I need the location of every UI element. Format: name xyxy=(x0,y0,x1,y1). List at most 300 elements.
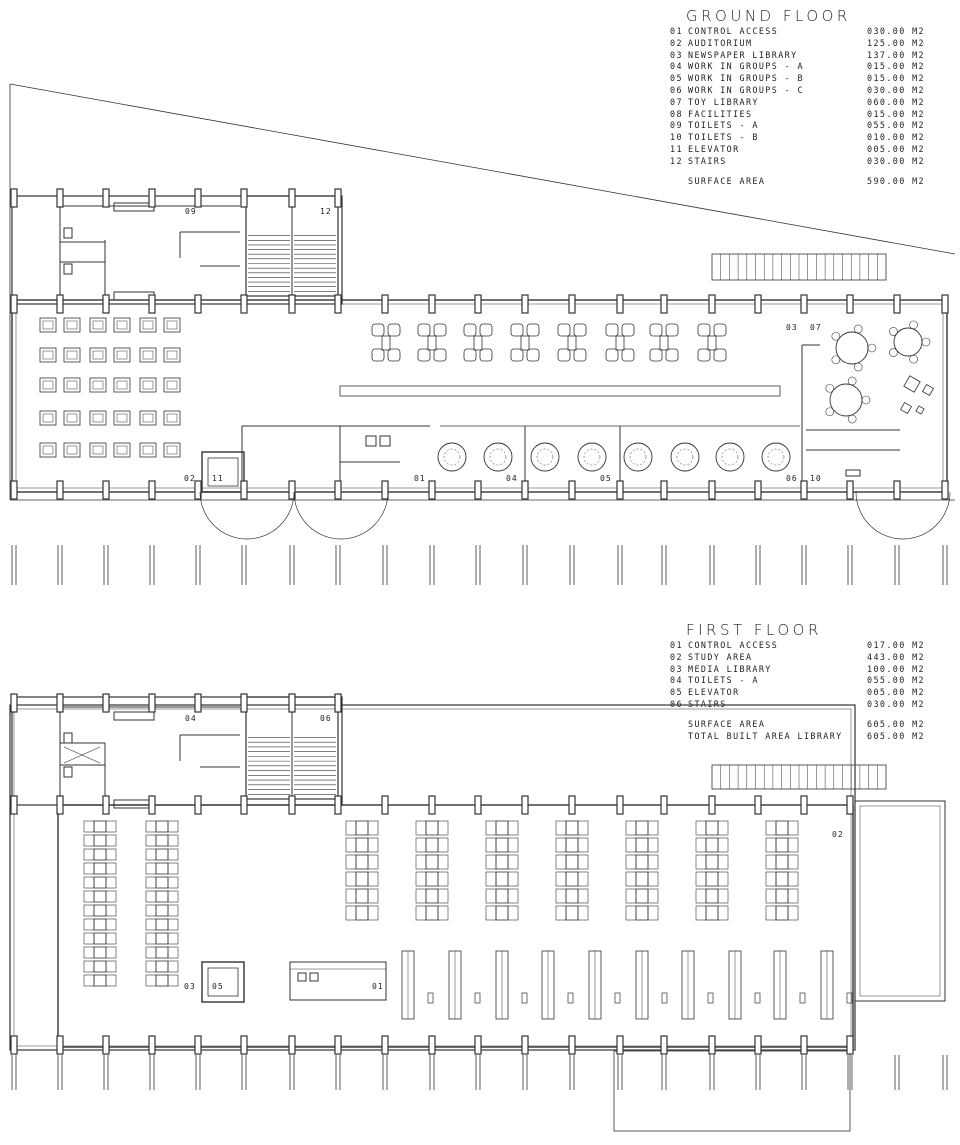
room-name: TOILETS - B xyxy=(688,132,759,143)
toy-chair xyxy=(832,332,840,340)
room-label: 06 xyxy=(786,474,798,483)
study-desk xyxy=(156,835,168,846)
toy-chair xyxy=(889,327,897,335)
chair xyxy=(606,324,618,336)
chair xyxy=(766,906,776,920)
room-label: 01 xyxy=(372,982,384,991)
chair xyxy=(84,905,94,916)
wc-fixture xyxy=(64,264,72,274)
seat-cushion xyxy=(167,381,177,389)
sink-counter xyxy=(114,292,154,300)
chair xyxy=(527,349,539,361)
columns xyxy=(11,189,948,499)
column xyxy=(241,189,247,207)
chair xyxy=(416,889,426,903)
table xyxy=(521,336,529,350)
chair xyxy=(788,838,798,852)
room-area: 015.00 M2 xyxy=(867,61,925,72)
chair xyxy=(388,324,400,336)
chair xyxy=(84,933,94,944)
column xyxy=(11,295,17,313)
wc-fixture xyxy=(64,733,72,743)
chair xyxy=(84,919,94,930)
column xyxy=(661,1036,667,1054)
desk-unit xyxy=(310,973,318,981)
room-label: 06 xyxy=(320,714,332,723)
chair xyxy=(84,891,94,902)
room-name: CONTROL ACCESS xyxy=(688,640,779,650)
auditorium-seat xyxy=(114,411,130,425)
chair xyxy=(696,906,706,920)
chair xyxy=(556,821,566,835)
desk-unit xyxy=(380,436,390,446)
chair xyxy=(648,906,658,920)
seat-cushion xyxy=(117,414,127,422)
chair xyxy=(626,855,636,869)
column xyxy=(241,694,247,712)
column xyxy=(11,694,17,712)
room-number: 12 xyxy=(670,155,683,166)
chair xyxy=(714,324,726,336)
chair xyxy=(648,855,658,869)
chair xyxy=(486,855,496,869)
column xyxy=(382,1036,388,1054)
study-desk xyxy=(156,961,168,972)
room-number: 03 xyxy=(670,663,683,674)
column xyxy=(942,481,948,499)
study-desk xyxy=(706,906,718,920)
column xyxy=(195,796,201,814)
column xyxy=(11,189,17,207)
table xyxy=(660,336,668,350)
sink-counter xyxy=(114,712,154,720)
sink-counter xyxy=(114,203,154,211)
chair xyxy=(106,821,116,832)
column xyxy=(382,481,388,499)
column xyxy=(11,481,17,499)
room-number: 09 xyxy=(670,120,683,131)
chair xyxy=(508,906,518,920)
study-desk xyxy=(94,863,106,874)
room-number: 11 xyxy=(670,143,683,154)
room-name: ELEVATOR xyxy=(688,687,740,698)
chair xyxy=(574,349,586,361)
room-label: 03 xyxy=(184,982,196,991)
study-desk xyxy=(496,838,508,852)
chair xyxy=(168,877,178,888)
chair xyxy=(146,947,156,958)
chair xyxy=(106,835,116,846)
seat-cushion xyxy=(143,414,153,422)
chair xyxy=(416,821,426,835)
chair xyxy=(788,872,798,886)
column xyxy=(755,295,761,313)
column xyxy=(475,481,481,499)
chair xyxy=(106,947,116,958)
study-desk xyxy=(426,906,438,920)
study-desk xyxy=(566,821,578,835)
seat-cushion xyxy=(167,414,177,422)
column xyxy=(382,796,388,814)
chair xyxy=(626,872,636,886)
chair xyxy=(346,821,356,835)
room-area: 030.00 M2 xyxy=(867,84,925,95)
chair xyxy=(84,821,94,832)
room-label: 09 xyxy=(185,207,197,216)
seat-cushion xyxy=(143,351,153,359)
chair xyxy=(788,855,798,869)
room-number: 03 xyxy=(670,49,683,60)
room-name: FACILITIES xyxy=(688,108,753,119)
chair xyxy=(416,906,426,920)
chair xyxy=(146,933,156,944)
room-area: 005.00 M2 xyxy=(867,143,925,154)
chair xyxy=(622,349,634,361)
study-desk xyxy=(156,863,168,874)
chair xyxy=(556,906,566,920)
auditorium-seat xyxy=(90,443,106,457)
chair xyxy=(508,855,518,869)
study-tables xyxy=(84,821,798,986)
chair xyxy=(578,906,588,920)
surface-value: 605.00 M2 xyxy=(867,718,925,729)
room-area: 015.00 M2 xyxy=(867,108,925,119)
toy-chair xyxy=(854,325,862,333)
media-post xyxy=(568,993,573,1003)
toy-table xyxy=(894,328,922,356)
auditorium-seat xyxy=(40,443,56,457)
chair xyxy=(464,349,476,361)
column xyxy=(755,1036,761,1054)
column xyxy=(661,481,667,499)
room-number: 02 xyxy=(670,37,683,48)
room-area: 137.00 M2 xyxy=(867,49,925,60)
chair xyxy=(648,838,658,852)
chair xyxy=(346,855,356,869)
chair xyxy=(368,855,378,869)
chair xyxy=(626,838,636,852)
newspaper-tables xyxy=(372,324,726,361)
chair xyxy=(106,933,116,944)
column xyxy=(195,189,201,207)
room-area: 055.00 M2 xyxy=(867,675,925,686)
column xyxy=(103,1036,109,1054)
chair xyxy=(346,872,356,886)
round-table-inner xyxy=(677,449,693,465)
ground-floor-title: GROUND FLOOR xyxy=(686,7,851,25)
chair xyxy=(486,906,496,920)
column xyxy=(429,796,435,814)
chair xyxy=(486,821,496,835)
chair xyxy=(368,889,378,903)
chair xyxy=(106,961,116,972)
auditorium-seat xyxy=(140,378,156,392)
chair xyxy=(626,906,636,920)
chair xyxy=(511,324,523,336)
round-table-inner xyxy=(630,449,646,465)
room-name: STAIRS xyxy=(688,155,727,166)
chair xyxy=(84,961,94,972)
round-table xyxy=(762,443,790,471)
room-number: 06 xyxy=(670,84,683,95)
study-desk xyxy=(156,877,168,888)
chair xyxy=(626,821,636,835)
seat-cushion xyxy=(43,414,53,422)
column xyxy=(894,295,900,313)
column xyxy=(335,295,341,313)
wc-fixture xyxy=(64,228,72,238)
auditorium-seat xyxy=(90,378,106,392)
toy-chair xyxy=(889,349,897,357)
chair xyxy=(438,889,448,903)
chair xyxy=(556,872,566,886)
chair xyxy=(480,349,492,361)
chair xyxy=(696,889,706,903)
chair xyxy=(146,919,156,930)
chair xyxy=(106,975,116,986)
room-number: 04 xyxy=(670,61,683,72)
auditorium-seat xyxy=(64,318,80,332)
seat-cushion xyxy=(93,381,103,389)
column xyxy=(382,295,388,313)
chair xyxy=(766,838,776,852)
room-number: 05 xyxy=(670,687,683,698)
chair xyxy=(574,324,586,336)
chair xyxy=(438,821,448,835)
column xyxy=(57,189,63,207)
lower-terrace xyxy=(614,1051,850,1131)
column xyxy=(755,481,761,499)
round-table-inner xyxy=(490,449,506,465)
chair xyxy=(368,872,378,886)
room-label: 01 xyxy=(414,474,426,483)
chair xyxy=(146,849,156,860)
auditorium-seat xyxy=(164,443,180,457)
auditorium-seat xyxy=(40,411,56,425)
room-area: 017.00 M2 xyxy=(867,640,925,650)
chair xyxy=(648,889,658,903)
chair xyxy=(508,838,518,852)
chair xyxy=(558,349,570,361)
chair xyxy=(146,961,156,972)
column xyxy=(617,295,623,313)
column xyxy=(429,295,435,313)
toy-chair xyxy=(922,338,930,346)
chair xyxy=(718,872,728,886)
chair xyxy=(438,906,448,920)
auditorium-seat xyxy=(40,318,56,332)
toy-chair xyxy=(826,408,834,416)
toy-block xyxy=(916,406,924,414)
column xyxy=(335,796,341,814)
room-number: 08 xyxy=(670,108,683,119)
balcony-outline xyxy=(855,801,945,1001)
chair xyxy=(766,889,776,903)
columns xyxy=(11,694,853,1054)
room-number: 02 xyxy=(670,651,683,662)
column xyxy=(149,295,155,313)
surface-value: 590.00 M2 xyxy=(867,175,925,186)
study-desk xyxy=(94,975,106,986)
chair xyxy=(84,975,94,986)
chair xyxy=(650,349,662,361)
chair xyxy=(84,863,94,874)
chair xyxy=(788,889,798,903)
chair xyxy=(766,872,776,886)
column xyxy=(335,189,341,207)
column xyxy=(103,295,109,313)
column xyxy=(475,1036,481,1054)
study-hall-outline xyxy=(58,805,853,1047)
room-area: 030.00 M2 xyxy=(867,698,925,709)
column xyxy=(57,694,63,712)
room-name: TOY LIBRARY xyxy=(688,96,759,107)
table xyxy=(474,336,482,350)
room-name: NEWSPAPER LIBRARY xyxy=(688,49,798,60)
seat-cushion xyxy=(167,321,177,329)
column xyxy=(569,796,575,814)
chair xyxy=(486,872,496,886)
round-table-inner xyxy=(722,449,738,465)
column xyxy=(335,694,341,712)
surface-label: SURFACE AREA xyxy=(688,175,766,186)
chair xyxy=(508,821,518,835)
study-desk xyxy=(636,872,648,886)
chair xyxy=(416,872,426,886)
column xyxy=(103,796,109,814)
chair xyxy=(434,324,446,336)
chair xyxy=(508,872,518,886)
toy-chair xyxy=(854,363,862,371)
chair xyxy=(556,838,566,852)
column xyxy=(475,295,481,313)
study-desk xyxy=(356,906,368,920)
chair xyxy=(464,324,476,336)
chair xyxy=(368,838,378,852)
round-table xyxy=(716,443,744,471)
room-label: 02 xyxy=(184,474,196,483)
chair xyxy=(696,872,706,886)
chair xyxy=(84,947,94,958)
column xyxy=(57,796,63,814)
chair xyxy=(372,349,384,361)
column xyxy=(942,295,948,313)
toy-chair xyxy=(910,355,918,363)
study-desk xyxy=(94,933,106,944)
round-table xyxy=(671,443,699,471)
chair xyxy=(788,906,798,920)
door-swing xyxy=(856,492,950,539)
room-area: 005.00 M2 xyxy=(867,687,925,698)
column xyxy=(241,796,247,814)
toy-chair xyxy=(848,377,856,385)
seat-cushion xyxy=(43,351,53,359)
chair xyxy=(486,838,496,852)
study-desk xyxy=(426,855,438,869)
chair xyxy=(368,906,378,920)
column xyxy=(149,796,155,814)
chair xyxy=(168,947,178,958)
auditorium-seat xyxy=(140,348,156,362)
column xyxy=(241,481,247,499)
chair xyxy=(511,349,523,361)
study-desk xyxy=(706,889,718,903)
auditorium-seat xyxy=(164,378,180,392)
chair xyxy=(106,849,116,860)
room-area: 015.00 M2 xyxy=(867,73,925,84)
chair xyxy=(438,872,448,886)
column xyxy=(289,295,295,313)
study-desk xyxy=(706,821,718,835)
exterior-stairs xyxy=(712,765,886,789)
column xyxy=(11,796,17,814)
chair xyxy=(418,324,430,336)
room-name: STUDY AREA xyxy=(688,651,753,662)
room-number: 01 xyxy=(670,640,683,650)
column xyxy=(522,796,528,814)
study-desk xyxy=(776,906,788,920)
media-post xyxy=(662,993,667,1003)
column xyxy=(522,481,528,499)
column xyxy=(335,481,341,499)
seat-cushion xyxy=(67,351,77,359)
column xyxy=(103,694,109,712)
toy-table xyxy=(830,384,862,416)
chair xyxy=(168,863,178,874)
column xyxy=(149,189,155,207)
toy-chair xyxy=(868,344,876,352)
column xyxy=(289,796,295,814)
study-desk xyxy=(356,821,368,835)
column xyxy=(57,295,63,313)
chair xyxy=(788,821,798,835)
room-area: 100.00 M2 xyxy=(867,663,925,674)
chair xyxy=(146,905,156,916)
balcony-inner xyxy=(860,806,940,996)
chair xyxy=(698,349,710,361)
seat-cushion xyxy=(117,351,127,359)
chair xyxy=(168,849,178,860)
room-area: 443.00 M2 xyxy=(867,651,925,662)
exterior-stairs xyxy=(712,254,886,280)
seat-cushion xyxy=(67,446,77,454)
study-desk xyxy=(94,877,106,888)
auditorium-seat xyxy=(114,348,130,362)
study-desk xyxy=(776,838,788,852)
chair xyxy=(480,324,492,336)
toy-block xyxy=(923,385,934,396)
chair xyxy=(718,838,728,852)
column xyxy=(661,796,667,814)
auditorium-seating xyxy=(40,318,180,457)
column xyxy=(241,1036,247,1054)
column xyxy=(57,481,63,499)
study-desk xyxy=(566,838,578,852)
column xyxy=(709,1036,715,1054)
column xyxy=(289,694,295,712)
seat-cushion xyxy=(117,446,127,454)
study-desk xyxy=(94,835,106,846)
media-post xyxy=(428,993,433,1003)
auditorium-seat xyxy=(140,318,156,332)
chair xyxy=(714,349,726,361)
column xyxy=(894,481,900,499)
media-post xyxy=(475,993,480,1003)
study-desk xyxy=(426,838,438,852)
room-label: 04 xyxy=(506,474,518,483)
chair xyxy=(346,889,356,903)
chair xyxy=(346,838,356,852)
